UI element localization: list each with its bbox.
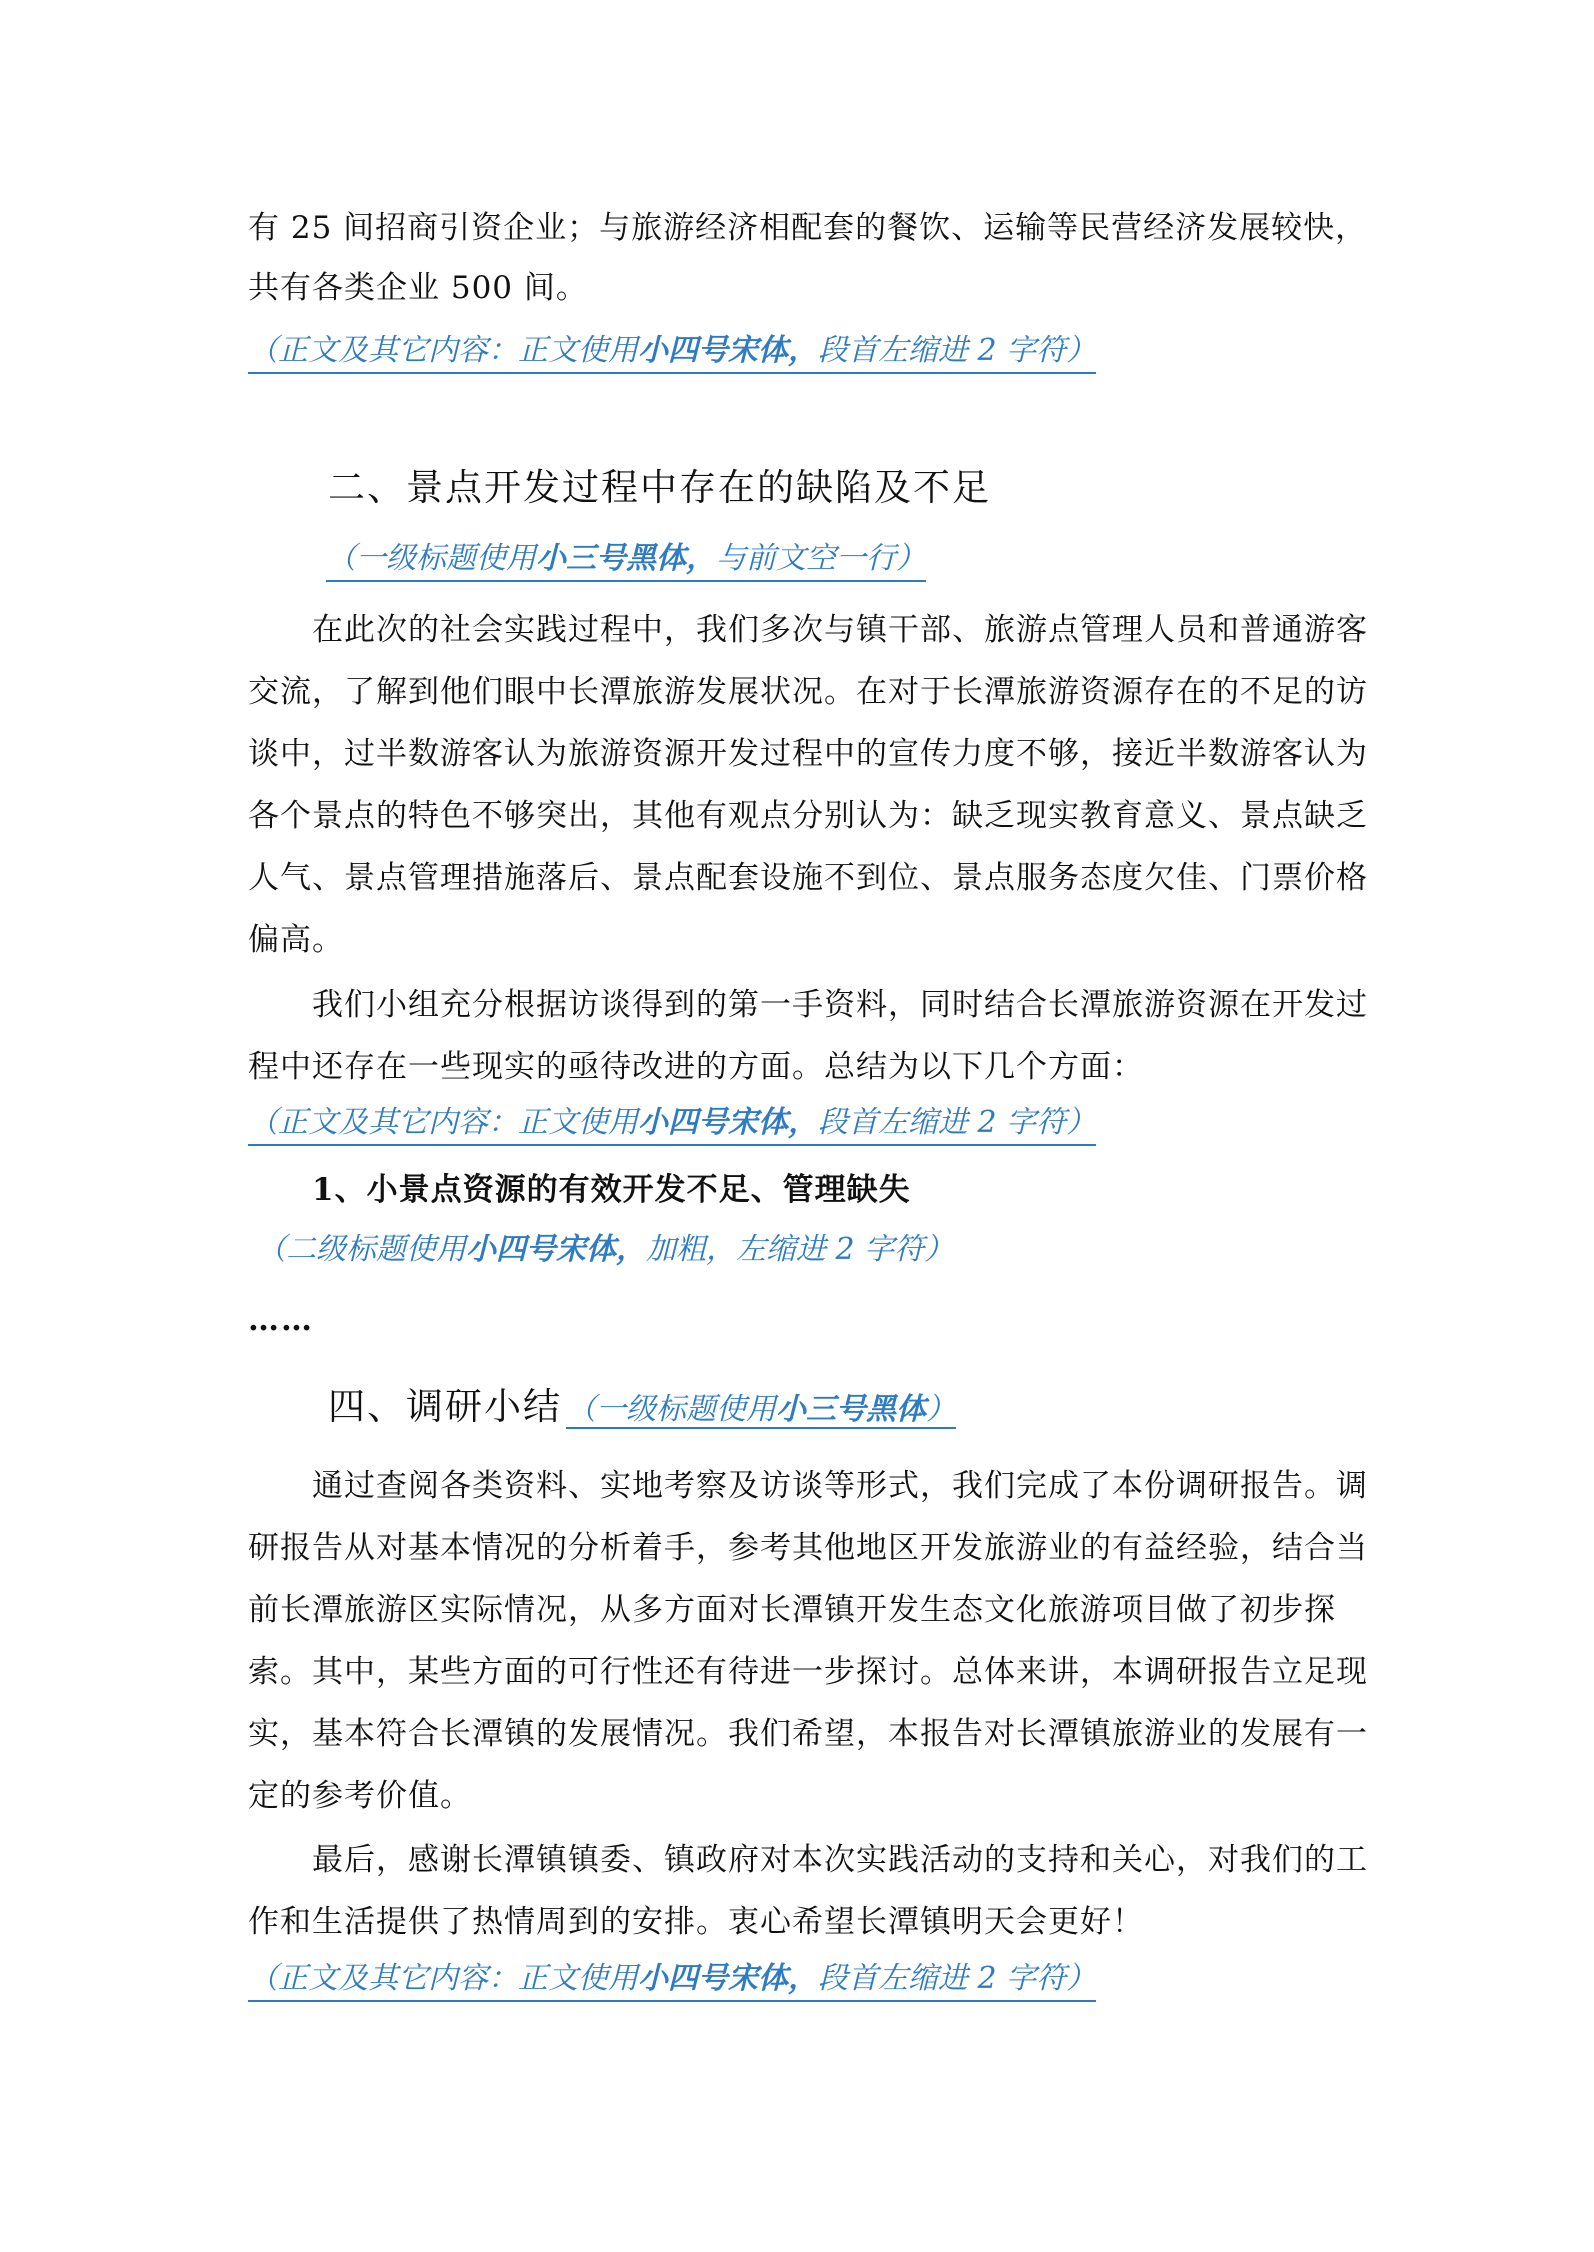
body-text-line: 定的参考价值。 <box>248 1778 472 1814</box>
format-note-bold: 小三号黑体 <box>776 1392 926 1427</box>
body-text-line: 谈中，过半数游客认为旅游资源开发过程中的宣传力度不够，接近半数游客认为 <box>248 736 1368 772</box>
format-note-text: （二级标题使用 <box>256 1232 466 1267</box>
body-text-line: 前长潭旅游区实际情况，从多方面对长潭镇开发生态文化旅游项目做了初步探 <box>248 1592 1336 1628</box>
body-text-line: 研报告从对基本情况的分析着手，参考其他地区开发旅游业的有益经验，结合当 <box>248 1530 1368 1566</box>
body-text-line: 共有各类企业 500 间。 <box>248 270 588 306</box>
format-note-text: 段首左缩进 2 字符） <box>818 1105 1097 1140</box>
format-note-text: （一级标题使用 <box>326 541 536 576</box>
format-note-bold: 小四号宋体， <box>638 333 818 368</box>
format-note-bold: 小四号宋体， <box>638 1105 818 1140</box>
heading-format-note <box>326 540 926 582</box>
format-note <box>248 1960 1096 2002</box>
subheading-format-note <box>256 1231 954 1269</box>
body-text-line: 程中还存在一些现实的亟待改进的方面。总结为以下几个方面： <box>248 1049 1144 1085</box>
format-note-text: 段首左缩进 2 字符） <box>818 1961 1097 1996</box>
body-text-line: 偏高。 <box>248 922 344 958</box>
heading-format-note <box>566 1392 956 1429</box>
subsection-heading: 1、小景点资源的有效开发不足、管理缺失 <box>312 1172 911 1208</box>
body-text-line: 人气、景点管理措施落后、景点配套设施不到位、景点服务态度欠佳、门票价格 <box>248 860 1368 896</box>
ellipsis-marker: …… <box>248 1302 314 1338</box>
body-text-line: 最后，感谢长潭镇镇委、镇政府对本次实践活动的支持和关心，对我们的工 <box>312 1842 1368 1878</box>
format-note-text: （正文及其它内容：正文使用 <box>248 333 638 368</box>
format-note-text: 加粗，左缩进 2 字符） <box>646 1232 955 1267</box>
format-note-bold: 小三号黑体， <box>536 541 716 576</box>
format-note <box>248 1104 1096 1146</box>
format-note-text: 段首左缩进 2 字符） <box>818 333 1097 368</box>
body-text-line: 在此次的社会实践过程中，我们多次与镇干部、旅游点管理人员和普通游客 <box>312 612 1368 648</box>
section-heading: 二、景点开发过程中存在的缺陷及不足 <box>328 466 991 509</box>
format-note <box>248 332 1096 374</box>
format-note-bold: 小四号宋体， <box>466 1232 646 1267</box>
format-note-text: ） <box>926 1392 956 1427</box>
body-text-line: 交流，了解到他们眼中长潭旅游发展状况。在对于长潭旅游资源存在的不足的访 <box>248 674 1368 710</box>
format-note-text: （一级标题使用 <box>566 1392 776 1427</box>
format-note-bold: 小四号宋体， <box>638 1961 818 1996</box>
section-heading: 四、调研小结 <box>328 1385 562 1428</box>
body-text-line: 有 25 间招商引资企业；与旅游经济相配套的餐饮、运输等民营经济发展较快， <box>248 210 1368 246</box>
body-text-line: 通过查阅各类资料、实地考察及访谈等形式，我们完成了本份调研报告。调 <box>312 1468 1368 1504</box>
body-text-line: 各个景点的特色不够突出，其他有观点分别认为：缺乏现实教育意义、景点缺乏 <box>248 798 1368 834</box>
body-text-line: 作和生活提供了热情周到的安排。衷心希望长潭镇明天会更好！ <box>248 1904 1144 1940</box>
format-note-text: （正文及其它内容：正文使用 <box>248 1105 638 1140</box>
body-text-line: 实，基本符合长潭镇的发展情况。我们希望，本报告对长潭镇旅游业的发展有一 <box>248 1716 1368 1752</box>
section-heading-row <box>328 1385 956 1432</box>
format-note-text: （正文及其它内容：正文使用 <box>248 1961 638 1996</box>
body-text-line: 索。其中，某些方面的可行性还有待进一步探讨。总体来讲，本调研报告立足现 <box>248 1654 1368 1690</box>
body-text-line: 我们小组充分根据访谈得到的第一手资料，同时结合长潭旅游资源在开发过 <box>312 987 1368 1023</box>
format-note-text: 与前文空一行） <box>716 541 926 576</box>
